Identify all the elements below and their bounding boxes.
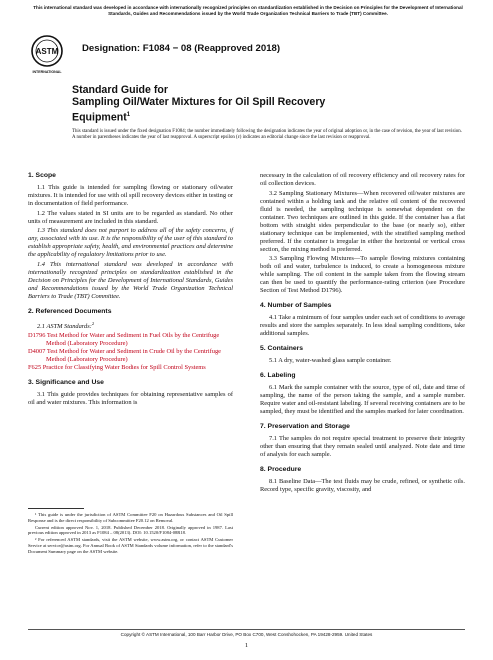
logo-sub: INTERNATIONAL [32,70,62,74]
section-8-heading: 8. Procedure [260,466,302,473]
section-3-heading: 3. Significance and Use [28,379,104,387]
section-5-heading: 5. Containers [260,345,304,352]
para-3-1-cont: necessary in the calculation of oil recovery efficiency and oil recovery rates for oil collection devices. [260,172,465,187]
footnote-1: ¹ This guide is under the jurisdiction of ASTM Committee F20 on Hazardous Substances and Oil Spill Response and is the direct responsibility of Subcommittee F20.12 on Removal. [28,512,233,523]
section-1-heading: 1. Scope [28,172,56,179]
section-4-heading: 4. Number of Samples [260,302,332,309]
para-6-1: 6.1 Mark the sample container with the source, type of oil, date and time of sampling, the name of the person taking the sample, and a sample number. Require water and oil-resistant labeling. If several receiving containers are to be sampled, they must be identified and the samples marked for later coordination. [260,384,465,415]
page-number: 1 [244,642,249,649]
page-bottom-rule [28,629,465,630]
footnote-2: ² For referenced ASTM standards, visit the ASTM website, www.astm.org, or contact ASTM Customer Service at service@astm.org. For Annual Book of ASTM Standards volume information, refer to the standard's Document Summary page on the ASTM website. [28,537,233,554]
left-column [28,172,233,409]
para-1-4: 1.4 This international standard was developed in accordance with internationally recognized principles on standardization established in the Decision on Principles for the Development of International Standards, Guides and Recommendations issued by the World Trade Organization Technical Barriers to Trade (TBT) Committee. [28,260,233,300]
reference-f625[interactable]: F625 Practice for Classifying Water Bodies for Spill Control Systems [28,364,206,372]
reference-d4007[interactable]: D4007 Test Method for Water and Sediment in Crude Oil by the Centrifuge Method (Laboratory Procedure) [28,348,221,364]
para-3-2: 3.2 Sampling Stationary Mixtures—When recovered oil/water mixtures are contained within a holding tank and the relative oil content of the recovered fluid is needed, the sampling technique is somewhat dependent on the container. Two techniques are outlined in this guide. If the container has a flat bottom with straight sides perpendicular to the base (or nearly so), either stationary technique can be implemented, with the stratified sampling method preferred. If the container is irregular in either the horizontal or vertical cross section, the mixing method is preferred. [260,189,465,253]
document-title [72,84,325,124]
title-line-2: Sampling Oil/Water Mixtures for Oil Spill Recovery [72,96,326,109]
para-5-1: 5.1 A dry, water-washed glass sample container. [269,357,392,364]
designation: Designation: F1084 − 08 (Reapproved 2018) [82,43,281,54]
footnote-divider [28,508,84,509]
para-8-1: 8.1 Baseline Data—The test fluids may be crude, refined, or synthetic oils. Record type, specific gravity, viscosity, and [260,478,465,493]
para-3-1: 3.1 This guide provides techniques for obtaining representative samples of oil and water mixtures. This information is [28,391,233,407]
section-7-heading: 7. Preservation and Storage [260,423,350,430]
title-line-1: Standard Guide for [72,84,168,96]
section-6-heading: 6. Labeling [260,372,296,379]
para-7-1: 7.1 The samples do not require special treatment to preserve their integrity other than ensuring that they remain sealed until analyzed. Note date and time of analysis for each sample. [260,435,465,458]
section-2-heading: 2. Referenced Documents [28,307,112,315]
para-2-1: 2.1 ASTM Standards:$^2$ [37,320,95,330]
logo-letters: ASTM [35,47,59,56]
copyright-line: Copyright © ASTM International, 100 Barr Harbor Drive, PO Box C700, West Conshohocken, PA 19428-2959. United States [120,632,373,637]
title-footnote-mark: 1 [126,111,131,118]
para-1-3: 1.3 This standard does not purport to address all of the safety concerns, if any, associated with its use. It is the responsibility of the user of this standard to establish appropriate safety, health, and environmental practices and determine the applicability of regulatory limitations prior to use. [28,227,233,258]
astm-logo [28,33,66,75]
para-3-3: 3.3 Sampling Flowing Mixtures—To sample flowing mixtures containing both oil and water, turbulence is induced, to create a homogeneous mixture while sampling. The oil content in the sample taken from the flowing stream can then be used to quantify the performance-rating criterion (see Procedure Section of Test Method D1796). [260,255,465,294]
top-notice: This international standard was developed in accordance with internationally recognized principles on standardization established in the Decision on Principles for the Development of International Standards, Guides and Recommendations issued by the World Trade Organization Technical Barriers to Trade (TBT) Committee. [33,5,463,16]
title-line-3: Equipment [72,111,127,124]
para-1-2: 1.2 The values stated in SI units are to be regarded as standard. No other units of measurement are included in this standard. [28,209,233,225]
footnote-1-edition: Current edition approved Nov. 1, 2018. Published December 2018. Originally approved in 1987. Last previous edition approved in 2013 as F1084 – 08(2013). DOI: 10.1520/F1084-08R18. [28,524,233,536]
para-1-1: 1.1 This guide is intended for sampling flowing or stationary oil/water mixtures. It is intended for use with oil spill recovery devices either in testing or in documentation of field performance. [28,184,233,207]
para-4-1: 4.1 Take a minimum of four samples under each set of conditions to average results and store the samples separately. In less ideal sampling conditions, take additional samples. [260,314,465,337]
issue-note: This standard is issued under the fixed designation F1084; the number immediately following the designation indicates the year of original adoption or, in the case of revision, the year of last revision. A number in parentheses indicates the year of last reapproval. A superscript epsilon (ε) indicates an editorial change since the last revision or reapproval. [72,129,462,141]
reference-d1796[interactable]: D1796 Test Method for Water and Sediment in Fuel Oils by the Centrifuge Method (Laboratory Procedure) [28,332,220,348]
right-column [260,172,465,496]
footnotes [28,512,233,556]
